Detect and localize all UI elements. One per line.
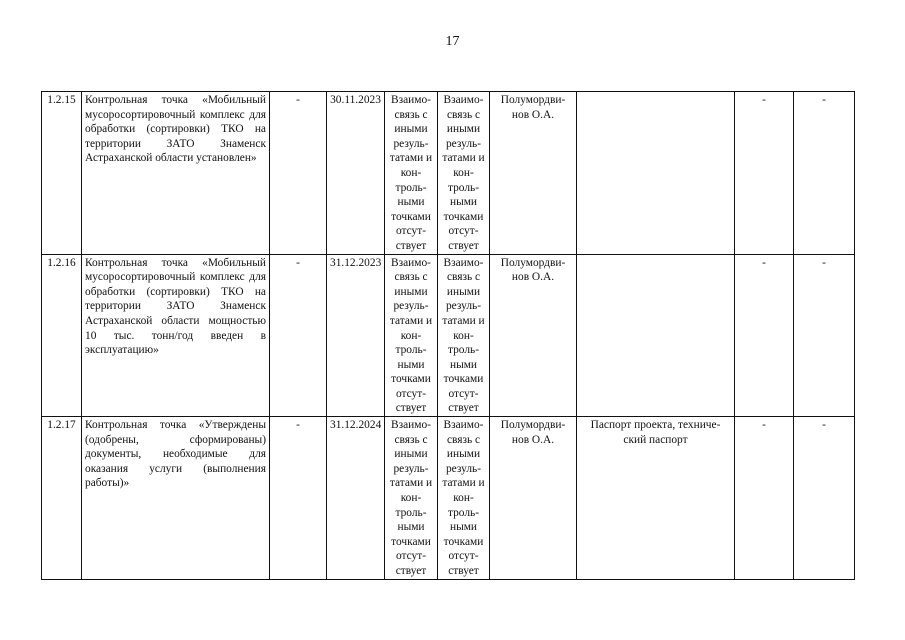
control-point-name: Контрольная точка «Утверждены (одобрены, сформированы) документы, необходимые для оказания услуги (выполнения работы)» (82, 417, 270, 580)
deadline-date: 31.12.2024 (327, 417, 385, 580)
responsible-person: Полумордви- нов О.А. (490, 254, 577, 417)
level-cell: - (794, 92, 855, 255)
confirming-document (577, 254, 735, 417)
control-point-name: Контрольная точка «Мобильный мусоросортировочный комплекс для обработки (сортировки) ТКО на территории ЗАТО Знаменск Астраханской области мощностью 10 тыс. тонн/год введен в эксплуатацию» (82, 254, 270, 417)
info-system-cell: - (735, 254, 794, 417)
base-value-cell: - (270, 254, 327, 417)
control-points-table (41, 91, 855, 580)
table-row (42, 92, 855, 255)
table-row (42, 254, 855, 417)
confirming-document (577, 92, 735, 255)
deadline-date: 30.11.2023 (327, 92, 385, 255)
predecessor-relation: Взаимо- связь с иными резуль- татами и кон- троль- ными точками отсут- ствует (385, 92, 438, 255)
responsible-person: Полумордви- нов О.А. (490, 417, 577, 580)
row-number: 1.2.17 (42, 417, 82, 580)
successor-relation: Взаимо- связь с иными резуль- татами и кон- троль- ными точками отсут- ствует (438, 92, 490, 255)
info-system-cell: - (735, 417, 794, 580)
responsible-person: Полумордви- нов О.А. (490, 92, 577, 255)
level-cell: - (794, 254, 855, 417)
page-number: 17 (445, 34, 460, 49)
successor-relation: Взаимо- связь с иными резуль- татами и кон- троль- ными точками отсут- ствует (438, 417, 490, 580)
level-cell: - (794, 417, 855, 580)
successor-relation: Взаимо- связь с иными резуль- татами и кон- троль- ными точками отсут- ствует (438, 254, 490, 417)
predecessor-relation: Взаимо- связь с иными резуль- татами и кон- троль- ными точками отсут- ствует (385, 417, 438, 580)
predecessor-relation: Взаимо- связь с иными резуль- татами и кон- троль- ными точками отсут- ствует (385, 254, 438, 417)
info-system-cell: - (735, 92, 794, 255)
control-point-name: Контрольная точка «Мобильный мусоросортировочный комплекс для обработки (сортировки) ТКО на территории ЗАТО Знаменск Астраханской области установлен» (82, 92, 270, 255)
row-number: 1.2.16 (42, 254, 82, 417)
deadline-date: 31.12.2023 (327, 254, 385, 417)
confirming-document: Паспорт проекта, техниче- ский паспорт (577, 417, 735, 580)
table-row (42, 417, 855, 580)
row-number: 1.2.15 (42, 92, 82, 255)
base-value-cell: - (270, 417, 327, 580)
base-value-cell: - (270, 92, 327, 255)
